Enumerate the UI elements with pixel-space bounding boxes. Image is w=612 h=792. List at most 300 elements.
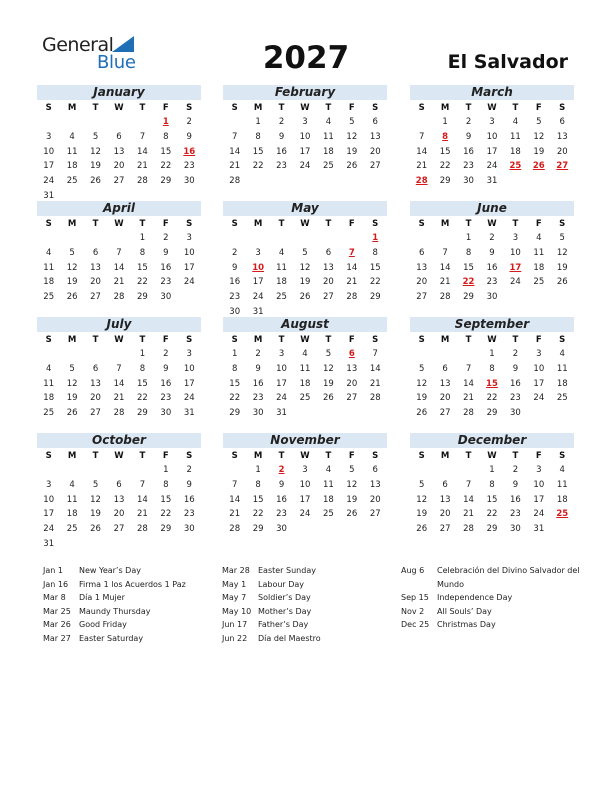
day-cell: 20	[439, 509, 451, 520]
day-cell: 14	[416, 146, 428, 157]
holiday-column	[222, 564, 402, 645]
day-cell: 19	[556, 262, 568, 273]
day-cell: 13	[369, 131, 381, 142]
day-cell: 13	[556, 131, 568, 142]
day-cell: 5	[69, 363, 75, 374]
weekday-label: T	[325, 451, 332, 461]
holiday-item	[43, 605, 223, 619]
day-cell: 25	[66, 176, 78, 187]
day-cell: 18	[66, 161, 78, 172]
week-row	[410, 261, 574, 276]
weekday-header	[37, 333, 201, 347]
day-cell: 8	[489, 363, 495, 374]
day-cell: 28	[439, 292, 451, 303]
month-title: March	[410, 85, 574, 100]
weekday-label: W	[487, 219, 497, 229]
month-february	[223, 85, 387, 189]
week-row	[37, 391, 201, 406]
day-cell: 6	[372, 465, 378, 475]
day-cell: 3	[255, 247, 261, 258]
day-cell: 31	[183, 408, 195, 419]
day-cell: 10	[299, 131, 311, 142]
day-cell: 8	[163, 479, 169, 490]
weekday-label: S	[231, 451, 238, 461]
day-cell: 26	[322, 393, 334, 404]
day-cell: 22	[252, 161, 264, 172]
holiday-item	[43, 618, 223, 632]
holiday-date: May 7	[222, 593, 247, 602]
day-cell: 30	[486, 292, 498, 303]
month-title: January	[37, 85, 201, 100]
day-cell: 14	[229, 494, 241, 505]
weekday-label: S	[45, 219, 52, 229]
weekday-header	[410, 449, 574, 463]
day-cell: 16	[229, 277, 241, 288]
day-grid	[37, 115, 201, 204]
day-cell: 10	[299, 479, 311, 490]
day-cell: 16	[252, 378, 264, 389]
day-cell: 20	[346, 378, 358, 389]
day-cell: 5	[69, 247, 75, 258]
week-row	[223, 130, 387, 145]
day-cell: 4	[325, 465, 332, 475]
day-cell: 3	[186, 233, 192, 243]
day-cell: 4	[512, 117, 519, 127]
day-cell: 29	[160, 524, 172, 535]
day-cell: 28	[346, 292, 358, 303]
empty-day-cell	[457, 347, 480, 362]
holiday-item	[222, 632, 402, 646]
week-row	[410, 362, 574, 377]
day-cell: 20	[556, 146, 568, 157]
day-cell: 11	[533, 247, 545, 258]
day-cell: 11	[299, 363, 311, 374]
day-cell: 15	[463, 262, 474, 273]
day-cell: 15	[136, 262, 148, 273]
day-cell: 9	[489, 247, 495, 258]
day-cell: 12	[66, 378, 78, 389]
weekday-label: S	[418, 103, 425, 113]
day-cell: 11	[556, 363, 568, 374]
week-row	[410, 246, 574, 261]
day-cell: 22	[252, 509, 264, 520]
day-cell: 9	[163, 363, 169, 374]
empty-day-cell	[84, 115, 107, 130]
day-cell: 7	[139, 131, 146, 142]
day-cell: 31	[43, 190, 55, 201]
day-cell: 1	[465, 233, 472, 243]
day-cell: 30	[160, 408, 172, 419]
weekday-label: F	[535, 451, 542, 461]
day-cell: 1	[139, 233, 146, 243]
day-cell: 14	[136, 146, 148, 157]
day-cell: 6	[116, 479, 122, 490]
weekday-label: F	[162, 219, 169, 229]
day-cell: 12	[66, 262, 78, 273]
day-cell: 7	[419, 131, 425, 142]
day-cell: 7	[232, 479, 238, 490]
holiday-name: Día 1 Mujer	[79, 593, 125, 602]
weekday-label: T	[278, 103, 285, 113]
day-cell: 26	[346, 161, 358, 172]
day-cell: 15	[229, 378, 241, 389]
weekday-label: S	[231, 335, 238, 345]
day-cell: 23	[276, 161, 287, 172]
day-cell: 30	[160, 292, 172, 303]
day-cell: 6	[372, 117, 378, 127]
day-cell: 24	[533, 509, 545, 520]
day-cell: 23	[276, 509, 287, 520]
day-cell: 27	[369, 509, 381, 520]
week-row	[223, 275, 387, 290]
day-cell: 17	[183, 262, 195, 273]
holiday-name: Maundy Thursday	[79, 606, 151, 616]
holiday-name: Good Friday	[79, 620, 127, 629]
day-cell: 1	[442, 117, 448, 127]
day-cell: 7	[116, 247, 122, 258]
week-row	[37, 537, 201, 552]
day-cell: 2	[255, 349, 261, 359]
day-cell: 22	[229, 393, 241, 404]
day-cell: 4	[559, 465, 565, 475]
weekday-label: F	[535, 335, 542, 345]
day-cell: 1	[489, 349, 495, 359]
day-cell: 5	[92, 131, 99, 142]
day-cell: 28	[229, 524, 241, 535]
week-row	[37, 463, 201, 478]
weekday-label: F	[348, 335, 355, 345]
month-title: December	[410, 433, 574, 448]
day-cell: 2	[163, 233, 169, 243]
empty-day-cell	[270, 231, 293, 246]
empty-day-cell	[410, 347, 433, 362]
day-cell: 20	[113, 161, 125, 172]
day-cell: 26	[416, 408, 428, 419]
weekday-label: S	[418, 451, 425, 461]
empty-day-cell	[410, 115, 433, 130]
day-cell: 6	[92, 247, 99, 258]
holiday-name: Easter Sunday	[258, 566, 316, 575]
month-december	[410, 433, 574, 537]
day-cell: 24	[299, 161, 311, 172]
week-row	[37, 362, 201, 377]
weekday-header	[223, 449, 387, 463]
day-cell: 8	[255, 479, 261, 490]
day-cell: 2	[232, 247, 238, 258]
holiday-column	[43, 564, 223, 645]
weekday-label: W	[114, 219, 124, 229]
weekday-label: S	[231, 219, 238, 229]
weekday-label: S	[372, 219, 379, 229]
empty-day-cell	[223, 463, 246, 478]
holiday-date: May 10	[222, 606, 252, 616]
holiday-day-cell: 25	[556, 509, 569, 520]
month-title: November	[223, 433, 387, 448]
day-cell: 7	[139, 479, 146, 490]
day-cell: 29	[369, 292, 381, 303]
holiday-name: All Souls’ Day	[437, 606, 492, 616]
day-cell: 20	[113, 509, 125, 520]
day-cell: 14	[136, 494, 148, 505]
weekday-label: T	[92, 451, 99, 461]
day-cell: 28	[369, 393, 381, 404]
day-cell: 23	[252, 393, 264, 404]
weekday-label: S	[186, 335, 193, 345]
holiday-date: Jan 1	[43, 566, 63, 575]
day-cell: 23	[183, 509, 195, 520]
empty-day-cell	[107, 115, 130, 130]
holiday-day-cell: 1	[162, 117, 169, 127]
day-cell: 17	[533, 378, 545, 389]
day-cell: 9	[186, 131, 192, 142]
holiday-name: Celebración del Divino Salvador del Mundo	[437, 566, 580, 589]
weekday-header	[37, 449, 201, 463]
empty-day-cell	[317, 231, 340, 246]
week-row	[410, 478, 574, 493]
weekday-label: S	[186, 103, 193, 113]
day-cell: 23	[509, 393, 521, 404]
day-cell: 4	[325, 117, 332, 127]
weekday-label: F	[348, 219, 355, 229]
empty-day-cell	[60, 347, 83, 362]
day-cell: 10	[276, 363, 287, 374]
day-cell: 21	[416, 161, 428, 172]
weekday-label: M	[253, 335, 263, 345]
day-cell: 31	[533, 524, 545, 535]
day-grid	[223, 115, 387, 189]
weekday-header	[223, 333, 387, 347]
day-cell: 20	[90, 277, 101, 288]
weekday-header	[37, 217, 201, 231]
day-cell: 24	[183, 277, 195, 288]
day-cell: 6	[442, 479, 448, 490]
day-cell: 12	[322, 363, 334, 374]
holiday-name: Día del Maestro	[258, 633, 321, 643]
day-cell: 18	[556, 378, 568, 389]
day-cell: 9	[512, 363, 519, 374]
day-cell: 30	[276, 524, 287, 535]
day-cell: 5	[419, 363, 425, 374]
week-row	[410, 290, 574, 305]
day-cell: 19	[90, 509, 101, 520]
weekday-label: S	[372, 451, 379, 461]
day-cell: 19	[66, 393, 78, 404]
day-cell: 5	[559, 233, 565, 243]
week-row	[223, 362, 387, 377]
empty-day-cell	[37, 231, 60, 246]
day-cell: 3	[536, 465, 542, 475]
day-cell: 18	[509, 146, 521, 157]
day-cell: 19	[416, 509, 428, 520]
day-cell: 10	[533, 363, 545, 374]
day-cell: 19	[66, 277, 78, 288]
day-cell: 31	[252, 306, 264, 317]
weekday-label: W	[487, 103, 497, 113]
weekday-label: M	[253, 219, 263, 229]
day-cell: 16	[276, 494, 287, 505]
day-cell: 11	[322, 479, 334, 490]
empty-day-cell	[60, 463, 83, 478]
day-cell: 18	[66, 509, 78, 520]
holiday-day-cell: 15	[486, 378, 498, 389]
weekday-label: T	[512, 103, 519, 113]
week-row	[37, 231, 201, 246]
weekday-header	[223, 101, 387, 115]
day-cell: 29	[136, 292, 148, 303]
holiday-date: May 1	[222, 579, 247, 589]
day-cell: 16	[160, 262, 172, 273]
day-cell: 24	[276, 393, 287, 404]
day-cell: 31	[486, 176, 498, 187]
day-cell: 31	[43, 538, 55, 549]
day-cell: 27	[322, 292, 334, 303]
holiday-item	[222, 564, 402, 578]
empty-day-cell	[433, 347, 456, 362]
day-cell: 28	[463, 524, 474, 535]
day-cell: 2	[489, 233, 495, 243]
day-cell: 6	[116, 131, 122, 142]
month-april	[37, 201, 201, 305]
weekday-label: M	[440, 219, 450, 229]
day-cell: 26	[66, 408, 78, 419]
day-cell: 8	[139, 363, 146, 374]
day-cell: 30	[183, 176, 195, 187]
day-cell: 5	[325, 349, 332, 359]
day-cell: 29	[160, 176, 172, 187]
day-grid	[223, 463, 387, 537]
day-cell: 20	[369, 494, 381, 505]
empty-day-cell	[107, 463, 130, 478]
day-cell: 22	[486, 509, 498, 520]
holiday-date: Nov 2	[401, 606, 425, 616]
week-row	[410, 231, 574, 246]
day-grid	[223, 231, 387, 320]
day-cell: 21	[439, 277, 451, 288]
day-cell: 19	[346, 146, 358, 157]
day-cell: 24	[43, 176, 55, 187]
day-cell: 23	[183, 161, 195, 172]
day-cell: 31	[276, 408, 287, 419]
weekday-label: T	[325, 335, 332, 345]
day-cell: 28	[463, 408, 474, 419]
weekday-label: S	[559, 103, 566, 113]
month-title: June	[410, 201, 574, 216]
day-cell: 17	[276, 378, 287, 389]
day-cell: 26	[90, 176, 101, 187]
day-cell: 8	[465, 247, 472, 258]
holiday-date: Mar 27	[43, 633, 71, 643]
week-row	[37, 347, 201, 362]
day-cell: 4	[302, 349, 308, 359]
empty-day-cell	[131, 463, 154, 478]
day-cell: 10	[533, 479, 545, 490]
day-cell: 10	[43, 494, 55, 505]
weekday-label: T	[465, 451, 472, 461]
day-cell: 30	[463, 176, 474, 187]
holiday-day-cell: 7	[348, 247, 355, 258]
day-cell: 24	[486, 161, 498, 172]
day-cell: 12	[299, 262, 311, 273]
day-grid	[410, 347, 574, 421]
holiday-name: Soldier’s Day	[258, 593, 311, 602]
day-cell: 7	[442, 247, 448, 258]
day-cell: 21	[346, 277, 358, 288]
week-row	[223, 159, 387, 174]
day-cell: 23	[160, 277, 172, 288]
week-row	[410, 159, 574, 174]
holiday-date: Mar 25	[43, 606, 71, 616]
week-row	[410, 275, 574, 290]
day-cell: 13	[113, 146, 125, 157]
logo-text-general: General	[42, 34, 114, 56]
month-title: February	[223, 85, 387, 100]
week-row	[37, 275, 201, 290]
day-cell: 27	[113, 524, 125, 535]
day-cell: 13	[439, 494, 451, 505]
holiday-item	[43, 578, 223, 592]
holiday-date: Dec 25	[401, 620, 430, 629]
day-cell: 7	[465, 479, 472, 490]
empty-day-cell	[293, 231, 316, 246]
holiday-item	[43, 632, 223, 646]
empty-day-cell	[107, 231, 130, 246]
week-row	[37, 493, 201, 508]
weekday-label: M	[67, 451, 77, 461]
day-cell: 27	[90, 292, 101, 303]
day-cell: 25	[43, 408, 55, 419]
week-row	[223, 231, 387, 246]
day-cell: 4	[536, 233, 542, 243]
calendar-header	[0, 0, 612, 84]
holiday-name: Christmas Day	[437, 620, 496, 629]
holiday-date: Jun 22	[222, 633, 248, 643]
week-row	[410, 377, 574, 392]
day-grid	[37, 347, 201, 421]
weekday-label: S	[372, 103, 379, 113]
day-cell: 27	[416, 292, 428, 303]
holiday-day-cell: 16	[183, 146, 196, 157]
weekday-label: W	[487, 451, 497, 461]
holiday-date: Mar 28	[222, 566, 250, 575]
weekday-label: S	[372, 335, 379, 345]
empty-day-cell	[37, 347, 60, 362]
day-cell: 14	[229, 146, 241, 157]
day-cell: 20	[439, 393, 451, 404]
holiday-column	[401, 564, 581, 632]
day-cell: 12	[346, 131, 358, 142]
day-cell: 4	[46, 247, 52, 258]
weekday-label: T	[512, 451, 519, 461]
day-cell: 15	[486, 494, 498, 505]
month-october	[37, 433, 201, 552]
week-row	[410, 493, 574, 508]
empty-day-cell	[340, 231, 363, 246]
day-cell: 21	[229, 161, 241, 172]
day-cell: 12	[533, 131, 545, 142]
day-cell: 26	[346, 509, 358, 520]
day-cell: 17	[486, 146, 498, 157]
week-row	[37, 507, 201, 522]
day-cell: 16	[509, 378, 521, 389]
empty-day-cell	[223, 115, 246, 130]
holiday-day-cell: 26	[532, 161, 545, 172]
country-name: El Salvador	[447, 51, 568, 73]
week-row	[37, 159, 201, 174]
week-row	[37, 261, 201, 276]
holiday-item	[222, 618, 402, 632]
day-cell: 14	[439, 262, 451, 273]
day-cell: 3	[302, 117, 308, 127]
